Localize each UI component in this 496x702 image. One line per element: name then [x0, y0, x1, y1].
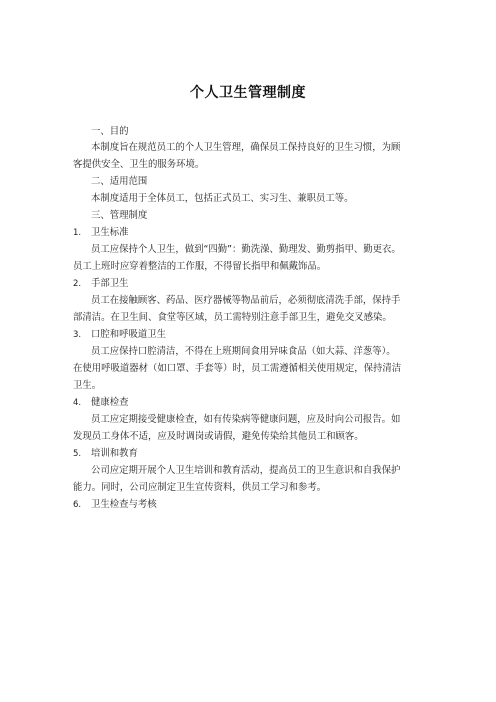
- paragraph-line: 公司应定期开展个人卫生培训和教育活动，提高员工的卫生意识和自我保护: [91, 465, 401, 476]
- paragraph-line: 在使用呼吸道器材（如口罩、手套等）时，员工需遵循相关使用规定，保持清洁: [73, 363, 402, 374]
- item-number: 3.: [73, 330, 82, 340]
- item-title-oral-respiratory: 口腔和呼吸道卫生: [91, 329, 167, 340]
- paragraph-line: 本制度适用于全体员工，包括正式员工、实习生、兼职员工等。: [91, 193, 354, 204]
- paragraph-line: 能力。同时，公司应制定卫生宣传资料，供员工学习和参考。: [73, 482, 327, 493]
- paragraph-line: 员工在接触顾客、药品、医疗器械等物品前后，必须彻底清洗手部，保持手: [91, 295, 401, 306]
- paragraph-line: 员工应保持口腔清洁，不得在上班期间食用异味食品（如大蒜、洋葱等）。: [91, 346, 396, 357]
- item-title-hand-hygiene: 手部卫生: [91, 278, 129, 289]
- document-title: 个人卫生管理制度: [190, 85, 306, 101]
- item-number: 2.: [73, 279, 82, 289]
- item-title-inspection: 卫生检查与考核: [91, 499, 157, 510]
- paragraph-line: 员工上班时应穿着整洁的工作服，不得留长指甲和佩戴饰品。: [73, 261, 327, 272]
- item-number: 1.: [73, 228, 82, 238]
- paragraph-line: 卫生。: [73, 380, 102, 391]
- paragraph-line: 客提供安全、卫生的服务环境。: [73, 159, 205, 170]
- paragraph-line: 部清洁。在卫生间、食堂等区域，员工需特别注意手部卫生，避免交叉感染。: [73, 312, 392, 323]
- item-title-health-check: 健康检查: [91, 397, 129, 408]
- item-title-hygiene-standard: 卫生标准: [91, 227, 129, 238]
- section-heading-purpose: 一、目的: [91, 126, 129, 137]
- paragraph-line: 员工应定期接受健康检查，如有传染病等健康问题，应及时向公司报告。如: [91, 414, 401, 425]
- paragraph-line: 本制度旨在规范员工的个人卫生管理，确保员工保持良好的卫生习惯，为顾: [91, 142, 401, 153]
- item-number: 5.: [73, 449, 82, 459]
- section-heading-scope: 二、适用范围: [91, 176, 148, 187]
- item-title-training: 培训和教育: [91, 448, 138, 459]
- paragraph-line: 发现员工身体不适，应及时调岗或请假，避免传染给其他员工和顾客。: [73, 431, 364, 442]
- paragraph-line: 员工应保持个人卫生，做到“四勤”：勤洗澡、勤理发、勤剪指甲、勤更衣。: [91, 244, 401, 255]
- section-heading-rules: 三、管理制度: [91, 210, 148, 221]
- item-number: 4.: [73, 398, 82, 408]
- item-number: 6.: [73, 500, 82, 510]
